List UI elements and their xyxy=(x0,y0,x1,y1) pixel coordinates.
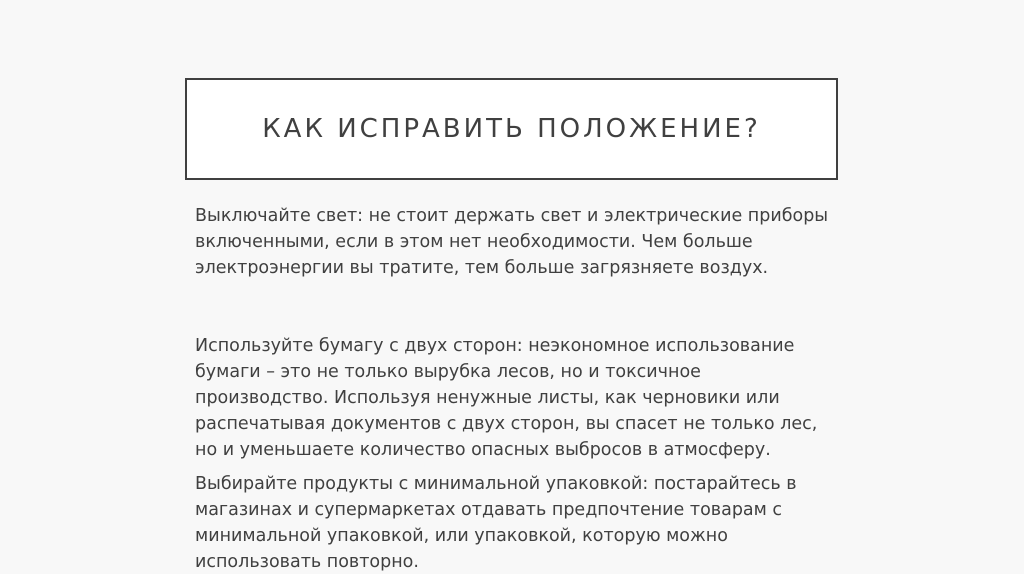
paragraph-use-both-sides-paper: Используйте бумагу с двух сторон: неэкономное использование бумаги – это не только вырубка лесов, но и токсичное производство. Используя ненужные листы, как черновики или распечатывая документов с двух сторон, вы спасет не только лес, но и уменьшаете количество опасных выбросов в атмосферу. xyxy=(195,336,818,460)
slide-body xyxy=(195,203,835,574)
slide-title: КАК ИСПРАВИТЬ ПОЛОЖЕНИЕ? xyxy=(262,114,761,144)
title-box xyxy=(185,78,838,180)
paragraph-turn-off-lights: Выключайте свет: не стоит держать свет и электрические приборы включенными, если в этом нет необходимости. Чем больше электроэнергии вы тратите, тем больше загрязняете воздух. xyxy=(195,206,829,278)
paragraph-minimal-packaging: Выбирайте продукты с минимальной упаковкой: постарайтесь в магазинах и супермаркетах отдавать предпочтение товарам с минимальной упаковкой, или упаковкой, которую можно использовать повторно. xyxy=(195,474,797,572)
